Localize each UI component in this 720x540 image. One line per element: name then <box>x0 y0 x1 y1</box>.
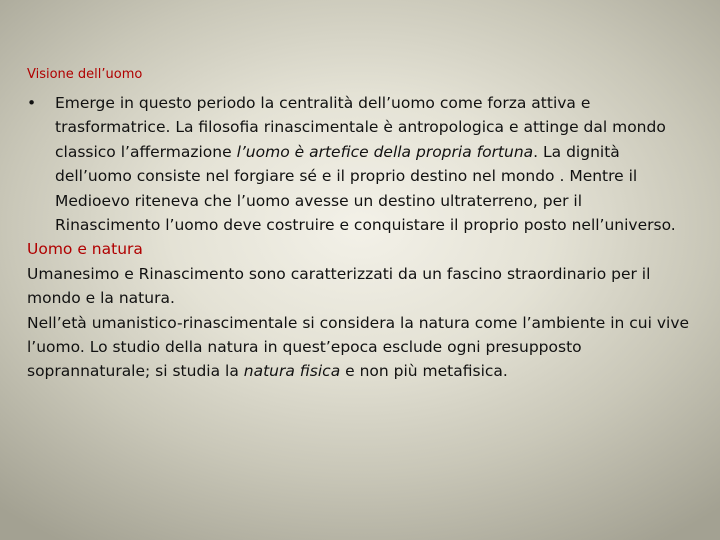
bullet-line-3-emphasis: l’uomo è artefice della propria fortuna <box>236 142 534 161</box>
bullet-paragraph <box>27 91 717 237</box>
bullet-line-3-post: . La dignità <box>533 142 620 161</box>
bullet-line-3-pre: classico l’affermazione <box>55 142 237 161</box>
slide-content <box>27 91 717 384</box>
bullet-icon: • <box>27 94 37 112</box>
bullet-line-5: Medioevo riteneva che l’uomo avesse un destino ultraterreno, per il <box>55 191 583 210</box>
paragraph-2-line-3-pre: soprannaturale; si studia la <box>27 362 244 381</box>
paragraph-2-line-1: Nell’età umanistico-rinascimentale si considera la natura come l’ambiente in cui vive <box>27 313 690 332</box>
paragraph-2-line-3 <box>27 359 717 383</box>
paragraph-2-line-3-emphasis: natura fisica <box>243 362 341 381</box>
paragraph-1-line-2: mondo e la natura. <box>27 289 175 308</box>
paragraph-2 <box>27 311 717 384</box>
paragraph-2-line-3-post: e non più metafisica. <box>340 362 508 381</box>
section-title-visione: Visione dell’uomo <box>27 67 143 82</box>
bullet-line-6: Rinascimento l’uomo deve costruire e conquistare il proprio posto nell’universo. <box>55 216 676 235</box>
bullet-line-4: dell’uomo consiste nel forgiare sé e il proprio destino nel mondo . Mentre il <box>55 167 638 186</box>
section-title-uomo-natura: Uomo e natura <box>27 240 143 259</box>
paragraph-2-line-2: l’uomo. Lo studio della natura in quest’epoca esclude ogni presupposto <box>27 338 582 357</box>
bullet-line-2: trasformatrice. La filosofia rinascimentale è antropologica e attinge dal mondo <box>55 118 666 137</box>
paragraph-1 <box>27 262 717 311</box>
bullet-line-1: Emerge in questo periodo la centralità dell’uomo come forza attiva e <box>55 94 591 112</box>
paragraph-1-line-1: Umanesimo e Rinascimento sono caratterizzati da un fascino straordinario per il <box>27 264 651 283</box>
bullet-line-3 <box>55 140 717 164</box>
